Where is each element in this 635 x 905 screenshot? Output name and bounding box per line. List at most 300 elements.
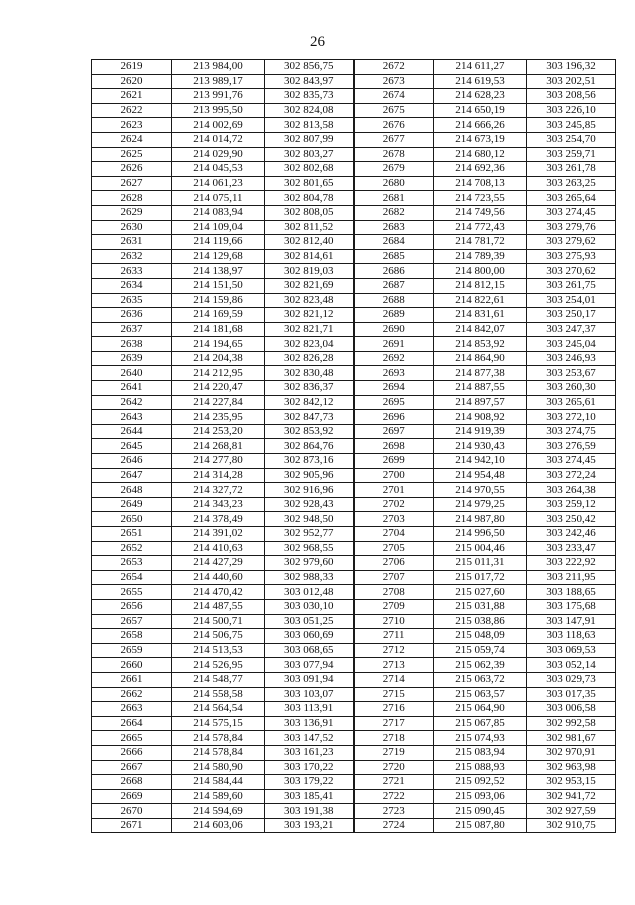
x-coordinate-cell: 214 194,65	[172, 337, 265, 352]
y-coordinate-cell: 303 012,48	[265, 585, 354, 600]
y-coordinate-cell: 302 873,16	[265, 454, 354, 469]
x-coordinate-cell: 214 800,00	[434, 264, 527, 279]
x-coordinate-cell: 214 594,69	[172, 804, 265, 819]
x-coordinate-cell: 214 159,86	[172, 293, 265, 308]
y-coordinate-cell: 302 853,92	[265, 424, 354, 439]
x-coordinate-cell: 215 090,45	[434, 804, 527, 819]
x-coordinate-cell: 214 970,55	[434, 483, 527, 498]
x-coordinate-cell: 214 578,84	[172, 745, 265, 760]
point-number-cell: 2653	[92, 556, 172, 571]
table-row	[92, 804, 616, 819]
table-row	[92, 687, 616, 702]
table-row	[92, 497, 616, 512]
y-coordinate-cell: 303 253,67	[527, 366, 616, 381]
x-coordinate-cell: 215 092,52	[434, 775, 527, 790]
point-number-cell: 2662	[92, 687, 172, 702]
y-coordinate-cell: 303 259,12	[527, 497, 616, 512]
y-coordinate-cell: 303 069,53	[527, 643, 616, 658]
point-number-cell: 2698	[354, 439, 434, 454]
x-coordinate-cell: 214 692,36	[434, 162, 527, 177]
y-coordinate-cell: 303 170,22	[265, 760, 354, 775]
point-number-cell: 2648	[92, 483, 172, 498]
x-coordinate-cell: 214 410,63	[172, 541, 265, 556]
x-coordinate-cell: 214 227,84	[172, 395, 265, 410]
table-row	[92, 775, 616, 790]
point-number-cell: 2679	[354, 162, 434, 177]
x-coordinate-cell: 213 995,50	[172, 103, 265, 118]
x-coordinate-cell: 215 059,74	[434, 643, 527, 658]
table-row	[92, 366, 616, 381]
x-coordinate-cell: 214 204,38	[172, 351, 265, 366]
point-number-cell: 2630	[92, 220, 172, 235]
x-coordinate-cell: 214 253,20	[172, 424, 265, 439]
y-coordinate-cell: 302 979,60	[265, 556, 354, 571]
y-coordinate-cell: 303 136,91	[265, 716, 354, 731]
point-number-cell: 2640	[92, 366, 172, 381]
y-coordinate-cell: 302 830,48	[265, 366, 354, 381]
x-coordinate-cell: 214 708,13	[434, 176, 527, 191]
x-coordinate-cell: 214 853,92	[434, 337, 527, 352]
x-coordinate-cell: 213 984,00	[172, 60, 265, 75]
y-coordinate-cell: 303 247,37	[527, 322, 616, 337]
y-coordinate-cell: 303 113,91	[265, 702, 354, 717]
x-coordinate-cell: 214 045,53	[172, 162, 265, 177]
x-coordinate-cell: 214 842,07	[434, 322, 527, 337]
coordinates-table-body	[92, 60, 616, 833]
x-coordinate-cell: 214 119,66	[172, 235, 265, 250]
point-number-cell: 2724	[354, 818, 434, 833]
x-coordinate-cell: 214 470,42	[172, 585, 265, 600]
x-coordinate-cell: 214 277,80	[172, 454, 265, 469]
x-coordinate-cell: 215 038,86	[434, 614, 527, 629]
point-number-cell: 2643	[92, 410, 172, 425]
y-coordinate-cell: 303 261,78	[527, 162, 616, 177]
y-coordinate-cell: 303 175,68	[527, 599, 616, 614]
x-coordinate-cell: 214 212,95	[172, 366, 265, 381]
point-number-cell: 2638	[92, 337, 172, 352]
x-coordinate-cell: 214 650,19	[434, 103, 527, 118]
y-coordinate-cell: 303 245,85	[527, 118, 616, 133]
x-coordinate-cell: 214 919,39	[434, 424, 527, 439]
point-number-cell: 2673	[354, 74, 434, 89]
point-number-cell: 2692	[354, 351, 434, 366]
x-coordinate-cell: 214 083,94	[172, 205, 265, 220]
point-number-cell: 2657	[92, 614, 172, 629]
point-number-cell: 2719	[354, 745, 434, 760]
point-number-cell: 2632	[92, 249, 172, 264]
y-coordinate-cell: 303 233,47	[527, 541, 616, 556]
y-coordinate-cell: 303 191,38	[265, 804, 354, 819]
y-coordinate-cell: 302 823,48	[265, 293, 354, 308]
x-coordinate-cell: 214 864,90	[434, 351, 527, 366]
y-coordinate-cell: 302 804,78	[265, 191, 354, 206]
point-number-cell: 2628	[92, 191, 172, 206]
table-row	[92, 322, 616, 337]
y-coordinate-cell: 303 263,25	[527, 176, 616, 191]
y-coordinate-cell: 302 864,76	[265, 439, 354, 454]
point-number-cell: 2645	[92, 439, 172, 454]
point-number-cell: 2659	[92, 643, 172, 658]
x-coordinate-cell: 214 002,69	[172, 118, 265, 133]
y-coordinate-cell: 303 202,51	[527, 74, 616, 89]
y-coordinate-cell: 302 927,59	[527, 804, 616, 819]
y-coordinate-cell: 303 260,30	[527, 381, 616, 396]
point-number-cell: 2686	[354, 264, 434, 279]
x-coordinate-cell: 214 548,77	[172, 672, 265, 687]
table-row	[92, 103, 616, 118]
y-coordinate-cell: 303 274,45	[527, 205, 616, 220]
x-coordinate-cell: 215 031,88	[434, 599, 527, 614]
point-number-cell: 2683	[354, 220, 434, 235]
point-number-cell: 2672	[354, 60, 434, 75]
point-number-cell: 2667	[92, 760, 172, 775]
x-coordinate-cell: 215 062,39	[434, 658, 527, 673]
point-number-cell: 2625	[92, 147, 172, 162]
point-number-cell: 2705	[354, 541, 434, 556]
y-coordinate-cell: 302 803,27	[265, 147, 354, 162]
point-number-cell: 2629	[92, 205, 172, 220]
x-coordinate-cell: 215 004,46	[434, 541, 527, 556]
y-coordinate-cell: 303 060,69	[265, 629, 354, 644]
y-coordinate-cell: 303 254,70	[527, 132, 616, 147]
y-coordinate-cell: 303 091,94	[265, 672, 354, 687]
x-coordinate-cell: 214 987,80	[434, 512, 527, 527]
x-coordinate-cell: 214 506,75	[172, 629, 265, 644]
x-coordinate-cell: 214 575,15	[172, 716, 265, 731]
point-number-cell: 2718	[354, 731, 434, 746]
y-coordinate-cell: 302 814,61	[265, 249, 354, 264]
x-coordinate-cell: 215 017,72	[434, 570, 527, 585]
point-number-cell: 2656	[92, 599, 172, 614]
y-coordinate-cell: 303 017,35	[527, 687, 616, 702]
y-coordinate-cell: 303 193,21	[265, 818, 354, 833]
y-coordinate-cell: 303 259,71	[527, 147, 616, 162]
x-coordinate-cell: 215 011,31	[434, 556, 527, 571]
x-coordinate-cell: 214 220,47	[172, 381, 265, 396]
y-coordinate-cell: 303 188,65	[527, 585, 616, 600]
x-coordinate-cell: 214 169,59	[172, 308, 265, 323]
y-coordinate-cell: 303 245,04	[527, 337, 616, 352]
x-coordinate-cell: 214 979,25	[434, 497, 527, 512]
table-row	[92, 702, 616, 717]
y-coordinate-cell: 302 970,91	[527, 745, 616, 760]
point-number-cell: 2693	[354, 366, 434, 381]
y-coordinate-cell: 302 952,77	[265, 527, 354, 542]
point-number-cell: 2621	[92, 89, 172, 104]
table-row	[92, 60, 616, 75]
x-coordinate-cell: 213 991,76	[172, 89, 265, 104]
y-coordinate-cell: 303 077,94	[265, 658, 354, 673]
y-coordinate-cell: 303 250,42	[527, 512, 616, 527]
y-coordinate-cell: 303 222,92	[527, 556, 616, 571]
table-row	[92, 147, 616, 162]
y-coordinate-cell: 303 052,14	[527, 658, 616, 673]
point-number-cell: 2633	[92, 264, 172, 279]
table-row	[92, 118, 616, 133]
table-row	[92, 716, 616, 731]
table-row	[92, 249, 616, 264]
table-row	[92, 570, 616, 585]
point-number-cell: 2699	[354, 454, 434, 469]
y-coordinate-cell: 303 254,01	[527, 293, 616, 308]
y-coordinate-cell: 302 856,75	[265, 60, 354, 75]
point-number-cell: 2652	[92, 541, 172, 556]
x-coordinate-cell: 215 074,93	[434, 731, 527, 746]
table-row	[92, 351, 616, 366]
x-coordinate-cell: 214 138,97	[172, 264, 265, 279]
point-number-cell: 2694	[354, 381, 434, 396]
x-coordinate-cell: 214 930,43	[434, 439, 527, 454]
table-row	[92, 132, 616, 147]
point-number-cell: 2666	[92, 745, 172, 760]
point-number-cell: 2721	[354, 775, 434, 790]
x-coordinate-cell: 214 603,06	[172, 818, 265, 833]
y-coordinate-cell: 302 823,04	[265, 337, 354, 352]
table-row	[92, 745, 616, 760]
x-coordinate-cell: 214 897,57	[434, 395, 527, 410]
y-coordinate-cell: 302 981,67	[527, 731, 616, 746]
point-number-cell: 2678	[354, 147, 434, 162]
x-coordinate-cell: 214 427,29	[172, 556, 265, 571]
y-coordinate-cell: 303 185,41	[265, 789, 354, 804]
table-row	[92, 672, 616, 687]
y-coordinate-cell: 303 279,76	[527, 220, 616, 235]
point-number-cell: 2622	[92, 103, 172, 118]
x-coordinate-cell: 214 831,61	[434, 308, 527, 323]
point-number-cell: 2620	[92, 74, 172, 89]
point-number-cell: 2671	[92, 818, 172, 833]
y-coordinate-cell: 303 103,07	[265, 687, 354, 702]
y-coordinate-cell: 303 196,32	[527, 60, 616, 75]
point-number-cell: 2668	[92, 775, 172, 790]
y-coordinate-cell: 303 270,62	[527, 264, 616, 279]
x-coordinate-cell: 215 088,93	[434, 760, 527, 775]
y-coordinate-cell: 302 968,55	[265, 541, 354, 556]
y-coordinate-cell: 302 835,73	[265, 89, 354, 104]
x-coordinate-cell: 214 391,02	[172, 527, 265, 542]
table-row	[92, 74, 616, 89]
point-number-cell: 2627	[92, 176, 172, 191]
point-number-cell: 2695	[354, 395, 434, 410]
x-coordinate-cell: 214 014,72	[172, 132, 265, 147]
table-row	[92, 176, 616, 191]
point-number-cell: 2663	[92, 702, 172, 717]
x-coordinate-cell: 215 063,57	[434, 687, 527, 702]
x-coordinate-cell: 215 093,06	[434, 789, 527, 804]
table-row	[92, 308, 616, 323]
x-coordinate-cell: 214 619,53	[434, 74, 527, 89]
point-number-cell: 2689	[354, 308, 434, 323]
point-number-cell: 2669	[92, 789, 172, 804]
y-coordinate-cell: 302 821,69	[265, 278, 354, 293]
table-row	[92, 468, 616, 483]
y-coordinate-cell: 303 274,75	[527, 424, 616, 439]
x-coordinate-cell: 214 877,38	[434, 366, 527, 381]
x-coordinate-cell: 214 513,53	[172, 643, 265, 658]
x-coordinate-cell: 214 812,15	[434, 278, 527, 293]
point-number-cell: 2655	[92, 585, 172, 600]
x-coordinate-cell: 215 067,85	[434, 716, 527, 731]
point-number-cell: 2706	[354, 556, 434, 571]
table-row	[92, 599, 616, 614]
point-number-cell: 2710	[354, 614, 434, 629]
point-number-cell: 2680	[354, 176, 434, 191]
y-coordinate-cell: 302 941,72	[527, 789, 616, 804]
table-row	[92, 556, 616, 571]
table-row	[92, 162, 616, 177]
point-number-cell: 2687	[354, 278, 434, 293]
y-coordinate-cell: 302 905,96	[265, 468, 354, 483]
y-coordinate-cell: 303 276,59	[527, 439, 616, 454]
point-number-cell: 2682	[354, 205, 434, 220]
x-coordinate-cell: 214 487,55	[172, 599, 265, 614]
x-coordinate-cell: 214 440,60	[172, 570, 265, 585]
table-row	[92, 789, 616, 804]
x-coordinate-cell: 214 500,71	[172, 614, 265, 629]
y-coordinate-cell: 302 821,12	[265, 308, 354, 323]
table-row	[92, 439, 616, 454]
x-coordinate-cell: 214 942,10	[434, 454, 527, 469]
y-coordinate-cell: 303 030,10	[265, 599, 354, 614]
table-row	[92, 424, 616, 439]
x-coordinate-cell: 214 887,55	[434, 381, 527, 396]
table-row	[92, 527, 616, 542]
point-number-cell: 2720	[354, 760, 434, 775]
point-number-cell: 2619	[92, 60, 172, 75]
x-coordinate-cell: 214 781,72	[434, 235, 527, 250]
y-coordinate-cell: 303 068,65	[265, 643, 354, 658]
x-coordinate-cell: 214 129,68	[172, 249, 265, 264]
point-number-cell: 2707	[354, 570, 434, 585]
table-row	[92, 760, 616, 775]
x-coordinate-cell: 214 723,55	[434, 191, 527, 206]
x-coordinate-cell: 214 580,90	[172, 760, 265, 775]
point-number-cell: 2714	[354, 672, 434, 687]
x-coordinate-cell: 215 087,80	[434, 818, 527, 833]
table-row	[92, 731, 616, 746]
point-number-cell: 2658	[92, 629, 172, 644]
point-number-cell: 2690	[354, 322, 434, 337]
table-row	[92, 483, 616, 498]
y-coordinate-cell: 303 279,62	[527, 235, 616, 250]
y-coordinate-cell: 303 261,75	[527, 278, 616, 293]
y-coordinate-cell: 302 821,71	[265, 322, 354, 337]
table-row	[92, 541, 616, 556]
x-coordinate-cell: 214 749,56	[434, 205, 527, 220]
point-number-cell: 2634	[92, 278, 172, 293]
coordinates-table	[91, 59, 616, 833]
y-coordinate-cell: 303 272,24	[527, 468, 616, 483]
point-number-cell: 2713	[354, 658, 434, 673]
table-row	[92, 89, 616, 104]
point-number-cell: 2651	[92, 527, 172, 542]
y-coordinate-cell: 302 992,58	[527, 716, 616, 731]
x-coordinate-cell: 215 064,90	[434, 702, 527, 717]
y-coordinate-cell: 302 988,33	[265, 570, 354, 585]
point-number-cell: 2636	[92, 308, 172, 323]
y-coordinate-cell: 303 211,95	[527, 570, 616, 585]
y-coordinate-cell: 302 928,43	[265, 497, 354, 512]
table-row	[92, 818, 616, 833]
y-coordinate-cell: 303 226,10	[527, 103, 616, 118]
x-coordinate-cell: 214 378,49	[172, 512, 265, 527]
table-row	[92, 278, 616, 293]
y-coordinate-cell: 303 147,91	[527, 614, 616, 629]
point-number-cell: 2681	[354, 191, 434, 206]
x-coordinate-cell: 214 343,23	[172, 497, 265, 512]
point-number-cell: 2723	[354, 804, 434, 819]
point-number-cell: 2623	[92, 118, 172, 133]
table-row	[92, 585, 616, 600]
y-coordinate-cell: 303 147,52	[265, 731, 354, 746]
x-coordinate-cell: 214 578,84	[172, 731, 265, 746]
x-coordinate-cell: 214 526,95	[172, 658, 265, 673]
x-coordinate-cell: 214 996,50	[434, 527, 527, 542]
point-number-cell: 2641	[92, 381, 172, 396]
point-number-cell: 2644	[92, 424, 172, 439]
table-row	[92, 205, 616, 220]
y-coordinate-cell: 303 242,46	[527, 527, 616, 542]
y-coordinate-cell: 302 953,15	[527, 775, 616, 790]
table-row	[92, 191, 616, 206]
point-number-cell: 2696	[354, 410, 434, 425]
point-number-cell: 2700	[354, 468, 434, 483]
table-row	[92, 293, 616, 308]
y-coordinate-cell: 302 812,40	[265, 235, 354, 250]
x-coordinate-cell: 214 908,92	[434, 410, 527, 425]
point-number-cell: 2647	[92, 468, 172, 483]
table-row	[92, 614, 616, 629]
point-number-cell: 2691	[354, 337, 434, 352]
point-number-cell: 2722	[354, 789, 434, 804]
table-row	[92, 410, 616, 425]
x-coordinate-cell: 214 075,11	[172, 191, 265, 206]
y-coordinate-cell: 303 264,38	[527, 483, 616, 498]
point-number-cell: 2685	[354, 249, 434, 264]
table-row	[92, 220, 616, 235]
y-coordinate-cell: 303 051,25	[265, 614, 354, 629]
x-coordinate-cell: 214 029,90	[172, 147, 265, 162]
point-number-cell: 2650	[92, 512, 172, 527]
x-coordinate-cell: 214 584,44	[172, 775, 265, 790]
x-coordinate-cell: 214 235,95	[172, 410, 265, 425]
y-coordinate-cell: 302 842,12	[265, 395, 354, 410]
point-number-cell: 2664	[92, 716, 172, 731]
point-number-cell: 2684	[354, 235, 434, 250]
y-coordinate-cell: 302 916,96	[265, 483, 354, 498]
point-number-cell: 2677	[354, 132, 434, 147]
y-coordinate-cell: 302 910,75	[527, 818, 616, 833]
point-number-cell: 2676	[354, 118, 434, 133]
table-row	[92, 381, 616, 396]
y-coordinate-cell: 303 029,73	[527, 672, 616, 687]
x-coordinate-cell: 214 772,43	[434, 220, 527, 235]
x-coordinate-cell: 214 611,27	[434, 60, 527, 75]
point-number-cell: 2703	[354, 512, 434, 527]
x-coordinate-cell: 214 151,50	[172, 278, 265, 293]
point-number-cell: 2708	[354, 585, 434, 600]
table-row	[92, 337, 616, 352]
point-number-cell: 2631	[92, 235, 172, 250]
y-coordinate-cell: 303 208,56	[527, 89, 616, 104]
y-coordinate-cell: 302 948,50	[265, 512, 354, 527]
table-row	[92, 629, 616, 644]
x-coordinate-cell: 214 268,81	[172, 439, 265, 454]
y-coordinate-cell: 302 807,99	[265, 132, 354, 147]
x-coordinate-cell: 214 314,28	[172, 468, 265, 483]
point-number-cell: 2642	[92, 395, 172, 410]
point-number-cell: 2709	[354, 599, 434, 614]
